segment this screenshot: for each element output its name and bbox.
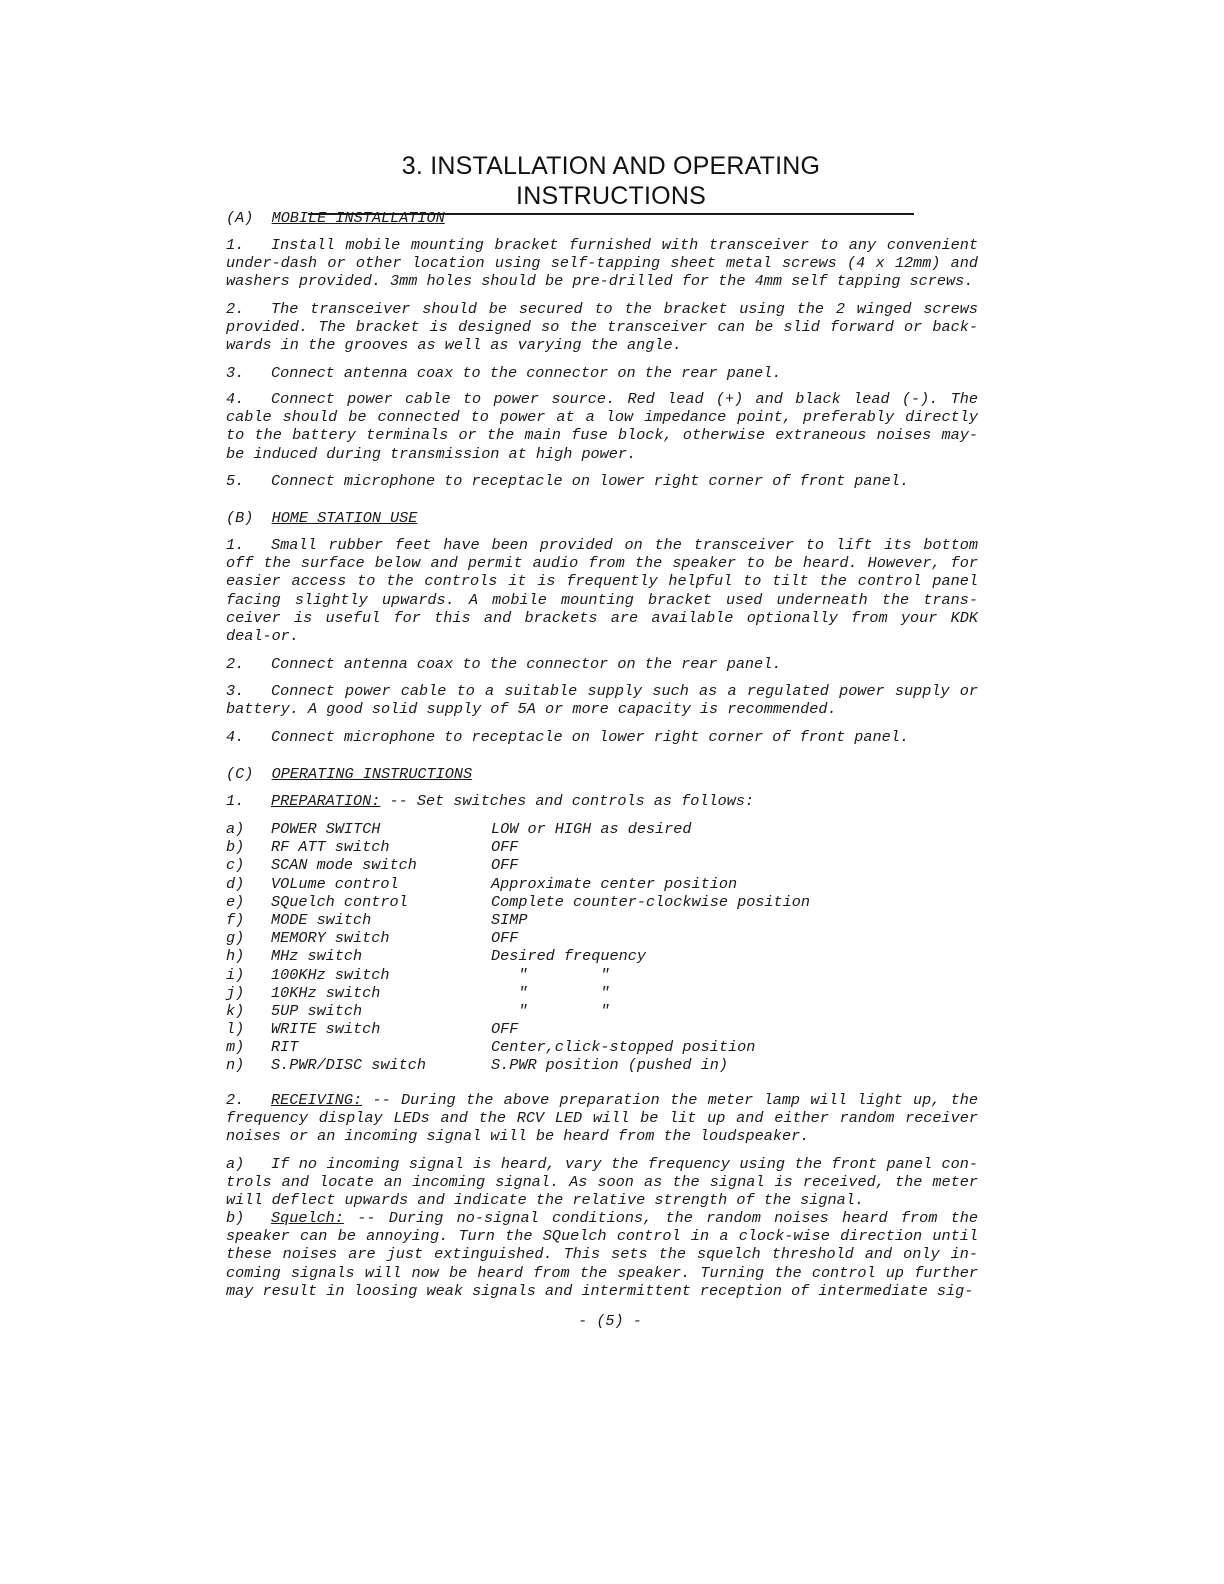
row-name: WRITE switch: [271, 1020, 381, 1039]
row-value: OFF: [491, 838, 519, 857]
row-name: 5UP switch: [271, 1001, 363, 1020]
row-name: VOLume control: [271, 874, 399, 893]
section-b-item-2: [226, 655, 978, 673]
row-value: OFF: [491, 1020, 519, 1039]
settings-row: [226, 820, 986, 838]
item-number: 1.: [226, 536, 245, 554]
para-a-text: If no incoming signal is heard, vary the frequency using the front panel con-trols and locate an incoming signal. As soon as the signal is received, the meter will deflect upwards and indicate the relative strength of the signal.: [226, 1155, 978, 1210]
row-name: S.PWR/DISC switch: [271, 1056, 426, 1075]
row-name: MODE switch: [271, 910, 372, 929]
row-value: " ": [491, 965, 610, 984]
section-a-title: MOBILE INSTALLATION: [271, 209, 445, 227]
settings-list: [226, 820, 986, 1075]
settings-row: [226, 1020, 986, 1038]
row-letter: k): [226, 1001, 245, 1020]
row-letter: i): [226, 965, 245, 984]
row-value: SIMP: [491, 910, 528, 929]
settings-row: [226, 1038, 986, 1056]
row-letter: f): [226, 910, 245, 929]
item-text: Connect microphone to receptacle on lower right corner of front panel.: [271, 472, 909, 490]
section-a-item-1: [226, 236, 978, 291]
row-value: " ": [491, 1001, 610, 1020]
item-text: Connect power cable to power source. Red lead (+) and black lead (-). The cable should be connected to power at a low impedance point, preferably directly to the battery terminals or the main fuse block, otherwise extraneous noises may-be induced during transmission at high power.: [226, 390, 978, 463]
receiving-para-b: [226, 1209, 978, 1300]
row-name: SCAN mode switch: [271, 856, 417, 875]
row-value: Center,click-stopped position: [491, 1038, 756, 1057]
item-number: 4.: [226, 728, 245, 746]
row-name: 100KHz switch: [271, 965, 390, 984]
row-value: Desired frequency: [491, 947, 646, 966]
item-number: 5.: [226, 472, 245, 490]
section-b-title: HOME STATION USE: [271, 509, 418, 527]
row-letter: m): [226, 1038, 245, 1057]
para-b-text: -- During no-signal conditions, the random noises heard from the speaker can be annoying. Turn the SQuelch control in a clock-wise direction until these noises are just extinguished. This sets the squelch threshold and only in-coming signals will now be heard from the speaker. Turning the control up further may result in loosing weak signals and intermittent reception of intermediate sig-: [226, 1209, 978, 1300]
item-number: 2.: [226, 655, 245, 673]
section-b-heading: [226, 509, 417, 527]
item-letter: b): [226, 1209, 245, 1227]
settings-row: [226, 911, 986, 929]
item-number: 2.: [226, 1091, 245, 1109]
row-letter: e): [226, 892, 245, 911]
section-b-item-1: [226, 536, 978, 645]
receiving-text: -- During the above preparation the meter lamp will light up, the frequency display LEDs and the RCV LED will be lit up and either random receiver noises or an incoming signal will be heard from the loudspeaker.: [226, 1091, 978, 1146]
receiving-para-a: [226, 1155, 978, 1210]
row-name: POWER SWITCH: [271, 820, 381, 838]
row-name: MHz switch: [271, 947, 363, 966]
settings-row: [226, 1002, 986, 1020]
section-b-item-3: [226, 682, 978, 718]
squelch-label: Squelch:: [271, 1209, 344, 1227]
settings-row: [226, 838, 986, 856]
row-value: OFF: [491, 856, 519, 875]
section-a-letter: (A): [226, 209, 254, 227]
row-value: Approximate center position: [491, 874, 738, 893]
row-name: MEMORY switch: [271, 929, 390, 948]
row-letter: b): [226, 838, 245, 857]
section-b-letter: (B): [226, 509, 254, 527]
item-text: Small rubber feet have been provided on the transceiver to lift its bottom off the surface below and permit audio from the speaker to be heard. However, for easier access to the controls it is frequently helpful to tilt the control panel facing slightly upwards. A mobile mounting bracket used underneath the trans-ceiver is useful for this and brackets are available optionally from your KDK deal-or.: [226, 536, 978, 646]
row-value: " ": [491, 983, 610, 1002]
row-value: Complete counter-clockwise position: [491, 892, 810, 911]
row-name: 10KHz switch: [271, 983, 381, 1002]
preparation-text: -- Set switches and controls as follows:: [380, 792, 755, 810]
row-letter: c): [226, 856, 245, 875]
section-b-item-4: [226, 728, 978, 746]
row-name: RIT: [271, 1038, 299, 1057]
page-title: 3. INSTALLATION AND OPERATING INSTRUCTIONS: [308, 151, 914, 215]
receiving-label: RECEIVING:: [271, 1091, 363, 1109]
settings-row: [226, 984, 986, 1002]
item-number: 1.: [226, 792, 245, 810]
settings-row: [226, 875, 986, 893]
settings-row: [226, 856, 986, 874]
row-letter: d): [226, 874, 245, 893]
settings-row: [226, 1056, 986, 1074]
row-letter: j): [226, 983, 245, 1002]
row-letter: l): [226, 1020, 245, 1039]
item-text: Connect antenna coax to the connector on the rear panel.: [271, 655, 782, 673]
row-value: S.PWR position (pushed in): [491, 1056, 728, 1075]
item-text: Connect microphone to receptacle on lower right corner of front panel.: [271, 728, 909, 746]
row-name: RF ATT switch: [271, 838, 390, 857]
receiving-paragraph: [226, 1091, 978, 1146]
section-a-heading: [226, 209, 445, 227]
item-text: Connect power cable to a suitable supply such as a regulated power supply or battery. A good solid supply of 5A or more capacity is recommended.: [226, 682, 978, 719]
section-c-heading: [226, 765, 472, 783]
item-number: 3.: [226, 364, 245, 382]
section-a-item-4: [226, 390, 978, 463]
settings-row: [226, 966, 986, 984]
item-number: 1.: [226, 236, 245, 254]
settings-row: [226, 947, 986, 965]
row-letter: n): [226, 1056, 245, 1075]
item-text: Connect antenna coax to the connector on the rear panel.: [271, 364, 782, 382]
row-value: LOW or HIGH as desired: [491, 820, 692, 838]
row-value: OFF: [491, 929, 519, 948]
item-text: The transceiver should be secured to the bracket using the 2 winged screws provided. The bracket is designed so the transceiver can be slid forward or back-wards in the grooves as well as varying the angle.: [226, 300, 978, 355]
row-letter: a): [226, 820, 245, 838]
section-c-title: OPERATING INSTRUCTIONS: [271, 765, 473, 783]
item-text: Install mobile mounting bracket furnished with transceiver to any convenient under-dash or other location using self-tapping sheet metal screws (4 x 12mm) and washers provided. 3mm holes should be pre-drilled for the 4mm self tapping screws.: [226, 236, 978, 291]
item-number: 2.: [226, 300, 245, 318]
section-a-item-3: [226, 364, 978, 382]
item-number: 3.: [226, 682, 245, 700]
row-name: SQuelch control: [271, 892, 408, 911]
preparation-line: [226, 792, 978, 810]
page-number: - (5) -: [578, 1312, 642, 1330]
section-a-item-5: [226, 472, 978, 490]
item-letter: a): [226, 1155, 245, 1173]
item-number: 4.: [226, 390, 245, 408]
section-c-letter: (C): [226, 765, 254, 783]
settings-row: [226, 929, 986, 947]
section-a-item-2: [226, 300, 978, 355]
row-letter: g): [226, 929, 245, 948]
preparation-label: PREPARATION:: [271, 792, 381, 810]
row-letter: h): [226, 947, 245, 966]
settings-row: [226, 893, 986, 911]
